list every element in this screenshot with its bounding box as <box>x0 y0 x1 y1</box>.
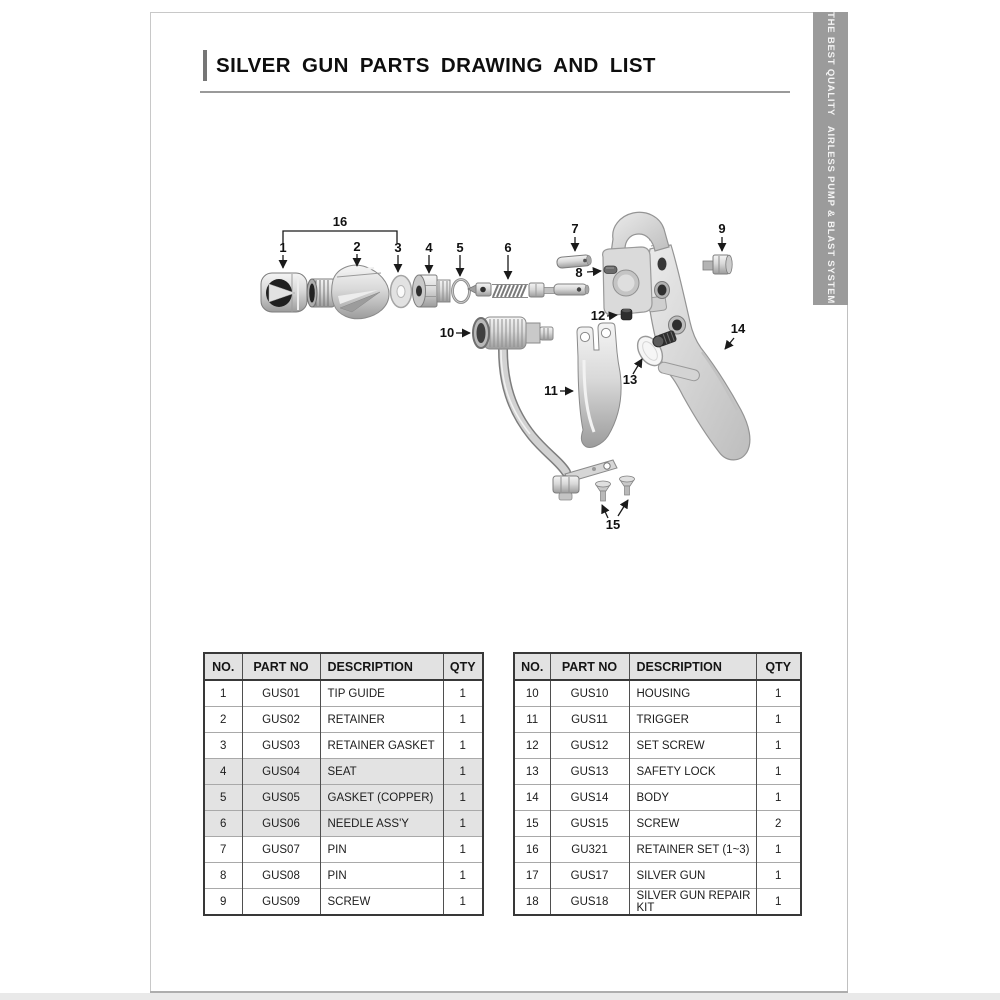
table-row <box>514 680 801 707</box>
part-5-gasket-copper <box>453 280 470 303</box>
table-row <box>204 707 483 733</box>
callout-11 <box>544 383 573 398</box>
table-row <box>514 733 801 759</box>
callout-1 <box>279 240 286 268</box>
table-row <box>514 863 801 889</box>
table-row <box>204 889 483 916</box>
part-7-pin <box>557 255 592 269</box>
part-no-cell: GUS02 <box>242 707 320 733</box>
description-cell: PIN <box>320 863 443 889</box>
callout-9 <box>718 221 725 251</box>
column-header: PART NO <box>242 653 320 680</box>
svg-text:12: 12 <box>590 308 606 323</box>
description-cell: SILVER GUN <box>629 863 756 889</box>
page-title: SILVER GUN PARTS DRAWING AND LIST <box>216 53 656 77</box>
part-no-cell: GUS03 <box>242 733 320 759</box>
part-no-cell: GUS12 <box>550 733 629 759</box>
part-no-cell: GUS04 <box>242 759 320 785</box>
part-9-screw <box>703 255 732 274</box>
column-header: QTY <box>443 653 483 680</box>
no-cell: 2 <box>204 707 242 733</box>
no-cell: 9 <box>204 889 242 916</box>
part-2-retainer <box>307 265 389 319</box>
parts-table-left <box>203 652 484 916</box>
part-14-body <box>603 212 750 460</box>
no-cell: 10 <box>514 680 550 707</box>
no-cell: 16 <box>514 837 550 863</box>
svg-text:14: 14 <box>730 321 746 336</box>
svg-text:13: 13 <box>622 372 638 387</box>
qty-cell: 1 <box>443 837 483 863</box>
svg-text:2: 2 <box>353 239 361 254</box>
callout-3 <box>394 240 401 272</box>
qty-cell: 1 <box>443 707 483 733</box>
part-no-cell: GUS09 <box>242 889 320 916</box>
qty-cell: 1 <box>756 837 801 863</box>
table-row <box>204 785 483 811</box>
table-row <box>204 837 483 863</box>
no-cell: 7 <box>204 837 242 863</box>
no-cell: 17 <box>514 863 550 889</box>
part-11-trigger <box>577 323 621 447</box>
description-cell: RETAINER <box>320 707 443 733</box>
description-cell: SILVER GUN REPAIR KIT <box>629 889 756 916</box>
column-header: NO. <box>204 653 242 680</box>
description-cell: HOUSING <box>629 680 756 707</box>
qty-cell: 1 <box>756 759 801 785</box>
callout-14 <box>725 321 746 349</box>
callout-4 <box>425 240 433 273</box>
column-header: DESCRIPTION <box>320 653 443 680</box>
callout-6 <box>504 240 511 279</box>
table-row <box>514 759 801 785</box>
column-header: PART NO <box>550 653 629 680</box>
svg-text:15: 15 <box>605 517 621 532</box>
table-row <box>514 889 801 916</box>
part-3-retainer-gasket <box>391 276 412 308</box>
part-12-set-screw <box>621 309 632 320</box>
no-cell: 4 <box>204 759 242 785</box>
part-no-cell: GUS18 <box>550 889 629 916</box>
description-cell: SEAT <box>320 759 443 785</box>
svg-text:10: 10 <box>439 325 455 340</box>
table-row <box>514 707 801 733</box>
qty-cell: 1 <box>443 759 483 785</box>
no-cell: 14 <box>514 785 550 811</box>
callout-5 <box>456 240 463 276</box>
callout-13 <box>623 359 642 387</box>
svg-text:9: 9 <box>718 221 726 236</box>
quality-banner-text: THE BEST QUALITY AIRLESS PUMP & BLAST SYSTEM <box>825 12 836 305</box>
table-row <box>204 811 483 837</box>
callout-2 <box>353 239 360 266</box>
description-cell: SAFETY LOCK <box>629 759 756 785</box>
no-cell: 11 <box>514 707 550 733</box>
part-no-cell: GU321 <box>550 837 629 863</box>
part-no-cell: GUS01 <box>242 680 320 707</box>
description-cell: SCREW <box>320 889 443 916</box>
part-no-cell: GUS08 <box>242 863 320 889</box>
callout-label: 16 <box>332 214 348 229</box>
svg-text:6: 6 <box>504 240 512 255</box>
part-no-cell: GUS10 <box>550 680 629 707</box>
qty-cell: 1 <box>443 811 483 837</box>
qty-cell: 1 <box>756 707 801 733</box>
callout-16 <box>283 214 397 243</box>
table-row <box>514 837 801 863</box>
no-cell: 6 <box>204 811 242 837</box>
qty-cell: 1 <box>443 680 483 707</box>
svg-text:11: 11 <box>544 383 558 398</box>
description-cell: BODY <box>629 785 756 811</box>
qty-cell: 1 <box>443 889 483 916</box>
part-8-pin <box>604 266 617 274</box>
no-cell: 15 <box>514 811 550 837</box>
description-cell: NEEDLE ASS'Y <box>320 811 443 837</box>
part-no-cell: GUS06 <box>242 811 320 837</box>
qty-cell: 1 <box>756 863 801 889</box>
description-cell: TIP GUIDE <box>320 680 443 707</box>
qty-cell: 1 <box>756 733 801 759</box>
table-row <box>204 680 483 707</box>
description-cell: SCREW <box>629 811 756 837</box>
description-cell: RETAINER SET (1~3) <box>629 837 756 863</box>
qty-cell: 1 <box>443 785 483 811</box>
part-no-cell: GUS14 <box>550 785 629 811</box>
part-no-cell: GUS05 <box>242 785 320 811</box>
qty-cell: 1 <box>756 680 801 707</box>
no-cell: 1 <box>204 680 242 707</box>
description-cell: SET SCREW <box>629 733 756 759</box>
part-no-cell: GUS17 <box>550 863 629 889</box>
description-cell: RETAINER GASKET <box>320 733 443 759</box>
no-cell: 8 <box>204 863 242 889</box>
part-no-cell: GUS15 <box>550 811 629 837</box>
part-4-seat <box>413 275 451 307</box>
column-header: NO. <box>514 653 550 680</box>
no-cell: 13 <box>514 759 550 785</box>
table-row <box>514 811 801 837</box>
qty-cell: 1 <box>756 889 801 916</box>
qty-cell: 2 <box>756 811 801 837</box>
column-header: QTY <box>756 653 801 680</box>
description-cell: GASKET (COPPER) <box>320 785 443 811</box>
part-no-cell: GUS07 <box>242 837 320 863</box>
svg-text:4: 4 <box>425 240 433 255</box>
description-cell: TRIGGER <box>629 707 756 733</box>
no-cell: 18 <box>514 889 550 916</box>
part-no-cell: GUS11 <box>550 707 629 733</box>
parts-table-right <box>513 652 802 916</box>
table-row <box>204 759 483 785</box>
table-row <box>204 863 483 889</box>
no-cell: 3 <box>204 733 242 759</box>
no-cell: 5 <box>204 785 242 811</box>
column-header: DESCRIPTION <box>629 653 756 680</box>
part-15-screws <box>596 476 635 501</box>
callout-7 <box>571 221 578 251</box>
description-cell: PIN <box>320 837 443 863</box>
callout-8 <box>575 265 601 280</box>
qty-cell: 1 <box>443 863 483 889</box>
part-6-needle-assembly <box>468 283 589 298</box>
part-no-cell: GUS13 <box>550 759 629 785</box>
table-row <box>204 733 483 759</box>
svg-text:1: 1 <box>279 240 287 255</box>
svg-text:8: 8 <box>575 265 583 280</box>
table-row <box>514 785 801 811</box>
qty-cell: 1 <box>443 733 483 759</box>
callout-15 <box>602 500 628 532</box>
table-header-row <box>514 653 801 680</box>
callout-10 <box>440 325 470 340</box>
svg-text:3: 3 <box>394 240 402 255</box>
part-1-tip-guide <box>261 273 307 312</box>
svg-text:5: 5 <box>456 240 464 255</box>
no-cell: 12 <box>514 733 550 759</box>
table-header-row <box>204 653 483 680</box>
svg-text:7: 7 <box>571 221 579 236</box>
qty-cell: 1 <box>756 785 801 811</box>
